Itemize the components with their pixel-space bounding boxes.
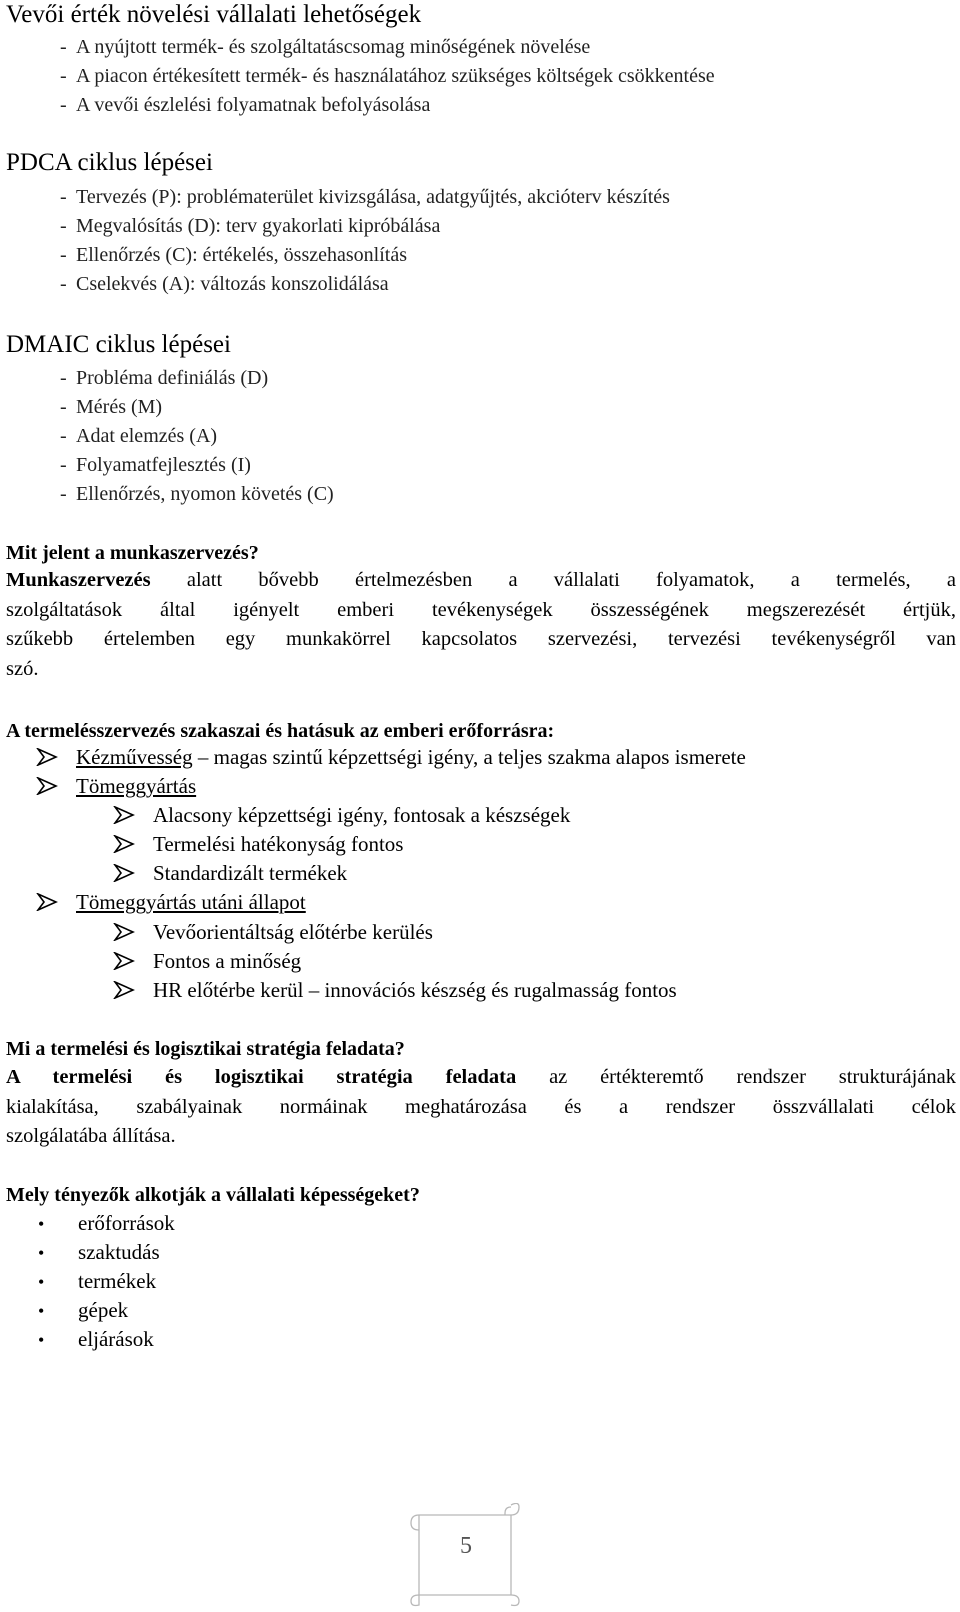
question-munkaszervezes: Mit jelent a munkaszervezés? bbox=[6, 542, 259, 564]
arrow-bullet-icon bbox=[113, 952, 135, 970]
question-kepessegek: Mely tényezők alkotják a vállalati képességeket? bbox=[6, 1184, 420, 1206]
arrow-bullet-icon bbox=[113, 806, 135, 824]
heading-termelesszervezes: A termelésszervezés szakaszai és hatásuk az emberi erőforrásra: bbox=[6, 720, 555, 742]
arrow-bullet-icon bbox=[36, 748, 58, 766]
list-item: • termékek bbox=[38, 1269, 157, 1293]
stage-item: Tömeggyártás utáni állapot bbox=[36, 888, 306, 916]
paragraph-munkaszervezes: Munkaszervezés alatt bővebb értelmezésben a vállalati folyamatok, a termelés, a szolgáltatások által igényelt emberi tevékenységek összességének megszerezését értjük, szűkebb értelemben egy munkakörrel kapcsolatos szervezési, tervezési tevékenységről van szó. bbox=[6, 569, 956, 680]
arrow-bullet-icon bbox=[113, 981, 135, 999]
list-item: - Probléma definiálás (D) bbox=[60, 367, 269, 389]
stage-item: Tömeggyártás bbox=[36, 772, 196, 800]
list-item: - A piacon értékesített termék- és használatához szükséges költségek csökkentése bbox=[60, 65, 715, 87]
section-title-dmaic: DMAIC ciklus lépései bbox=[6, 331, 231, 358]
list-item: • gépek bbox=[38, 1298, 129, 1322]
section-title-pdca: PDCA ciklus lépései bbox=[6, 149, 213, 176]
sub-item: HR előtérbe kerül – innovációs készség és rugalmasság fontos bbox=[113, 976, 677, 1004]
page-number: 5 bbox=[460, 1533, 472, 1559]
arrow-bullet-icon bbox=[113, 923, 135, 941]
sub-item: Termelési hatékonyság fontos bbox=[113, 830, 403, 858]
sub-item: Standardizált termékek bbox=[113, 859, 347, 887]
arrow-bullet-icon bbox=[36, 893, 58, 911]
list-item: - Megvalósítás (D): terv gyakorlati kipróbálása bbox=[60, 215, 441, 237]
list-item: - A nyújtott termék- és szolgáltatáscsomag minőségének növelése bbox=[60, 36, 591, 58]
list-item: • eljárások bbox=[38, 1327, 154, 1351]
list-item: - Cselekvés (A): változás konszolidálása bbox=[60, 273, 389, 295]
list-item: - A vevői észlelési folyamatnak befolyásolása bbox=[60, 94, 431, 116]
bold-term: Munkaszervezés bbox=[6, 569, 151, 591]
sub-item: Vevőorientáltság előtérbe kerülés bbox=[113, 918, 433, 946]
arrow-bullet-icon bbox=[113, 835, 135, 853]
list-item: • erőforrások bbox=[38, 1211, 175, 1235]
question-strategia: Mi a termelési és logisztikai stratégia feladata? bbox=[6, 1038, 405, 1060]
sub-item: Alacsony képzettségi igény, fontosak a készségek bbox=[113, 801, 570, 829]
arrow-bullet-icon bbox=[113, 864, 135, 882]
list-item: • szaktudás bbox=[38, 1240, 160, 1264]
sub-item: Fontos a minőség bbox=[113, 947, 301, 975]
bold-term: A termelési és logisztikai stratégia feladata bbox=[6, 1066, 517, 1088]
list-item: - Ellenőrzés, nyomon követés (C) bbox=[60, 483, 334, 505]
stage-item: Kézművesség – magas szintű képzettségi igény, a teljes szakma alapos ismerete bbox=[36, 743, 746, 771]
section-title-vevoi: Vevői érték növelési vállalati lehetőségek bbox=[6, 1, 422, 28]
list-item: - Mérés (M) bbox=[60, 396, 163, 418]
list-item: - Folyamatfejlesztés (I) bbox=[60, 454, 251, 476]
page-number-scroll bbox=[407, 1503, 525, 1607]
list-item: - Tervezés (P): problématerület kivizsgálása, adatgyűjtés, akcióterv készítés bbox=[60, 186, 670, 208]
paragraph-strategia: A termelési és logisztikai stratégia feladata az értékteremtő rendszer strukturájának kialakítása, szabályainak normáinak meghatározása és a rendszer összvállalati célok szolgálatába állítása. bbox=[6, 1066, 956, 1147]
list-item: - Ellenőrzés (C): értékelés, összehasonlítás bbox=[60, 244, 407, 266]
list-item: - Adat elemzés (A) bbox=[60, 425, 218, 447]
arrow-bullet-icon bbox=[36, 777, 58, 795]
